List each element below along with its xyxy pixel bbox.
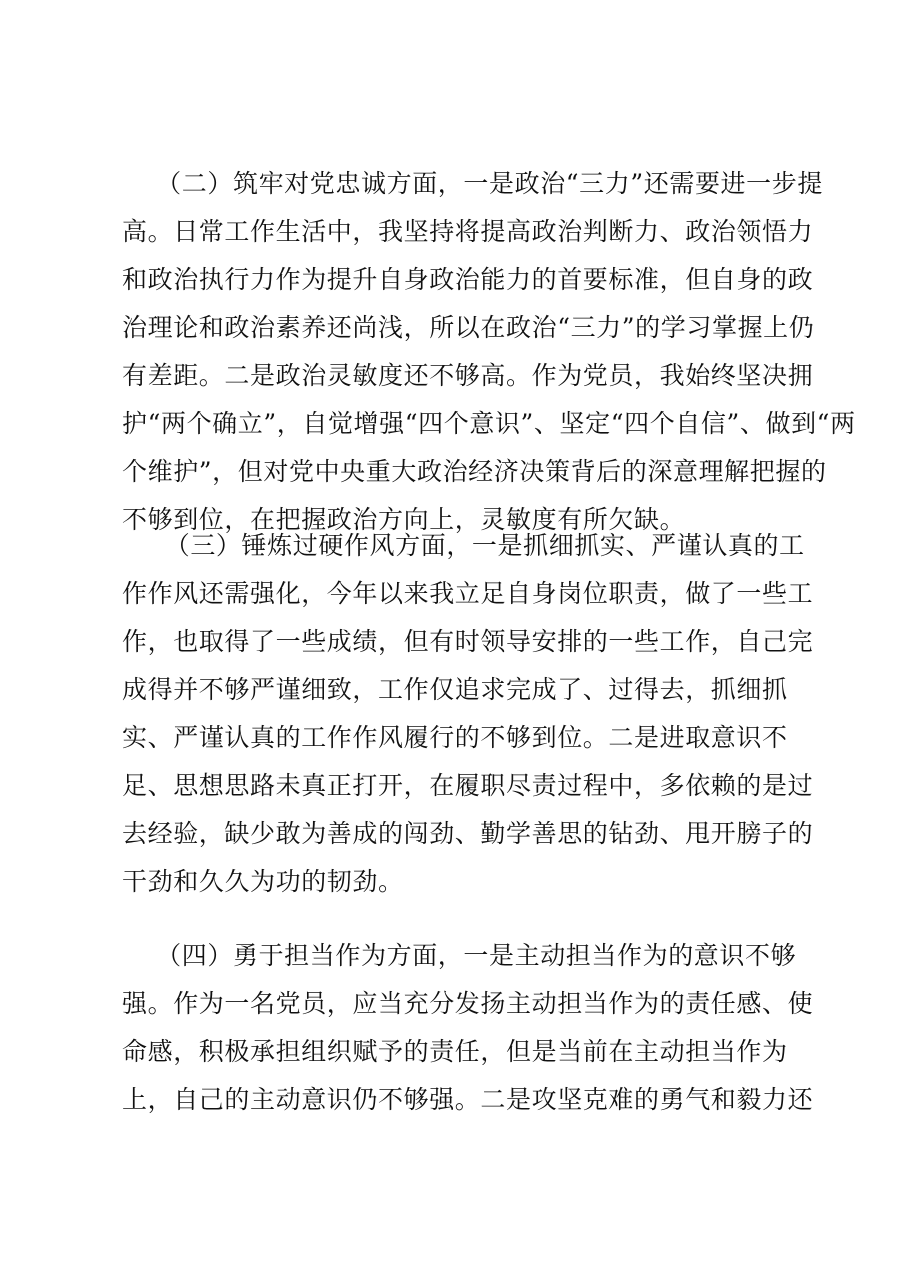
text-line: 去经验，缺少敢为善成的闯劲、勤学善思的钻劲、甩开膀子的 [122,819,814,848]
text-line: 治理论和政治素养还尚浅，所以在政治“三力”的学习掌握上仍 [122,313,815,342]
text-line: 命感，积极承担组织赋予的责任，但是当前在主动担当作为 [122,1037,788,1066]
text-line: （四）勇于担当作为方面，一是主动担当作为的意识不够 [122,941,797,970]
paragraph-section-3 [122,522,814,906]
text-line: 足、思想思路未真正打开，在履职尽责过程中，多依赖的是过 [122,771,814,800]
text-line: 高。日常工作生活中，我坚持将提高政治判断力、政治领悟力 [122,217,814,246]
text-line: 个维护”，但对党中央重大政治经济决策背后的深意理解把握的 [122,457,827,486]
text-line: 护“两个确立”，自觉增强“四个意识”、坚定“四个自信”、做到“两 [122,409,856,438]
text-line: 不够到位，在把握政治方向上，灵敏度有所欠缺。 [122,505,686,534]
text-line: （二）筑牢对党忠诚方面，一是政治“三力”还需要进一步提 [122,169,823,198]
text-line: （三）锤炼过硬作风方面，一是抓细抓实、严谨认真的工 [122,531,805,560]
text-line: 成得并不够严谨细致，工作仅追求完成了、过得去，抓细抓 [122,675,788,704]
text-line: 干劲和久久为功的韧劲。 [122,867,404,896]
text-line: 有差距。二是政治灵敏度还不够高。作为党员，我始终坚决拥 [122,361,814,390]
text-line: 作作风还需强化，今年以来我立足自身岗位职责，做了一些工 [122,579,814,608]
text-line: 实、严谨认真的工作作风履行的不够到位。二是进取意识不 [122,723,788,752]
text-line: 作，也取得了一些成绩，但有时领导安排的一些工作，自己完 [122,627,814,656]
text-line: 上，自己的主动意识仍不够强。二是攻坚克难的勇气和毅力还 [122,1085,814,1114]
text-line: 和政治执行力作为提升自身政治能力的首要标准，但自身的政 [122,265,814,294]
paragraph-section-4 [122,932,814,1124]
text-line: 强。作为一名党员，应当充分发扬主动担当作为的责任感、使 [122,989,814,1018]
paragraph-section-2 [122,160,856,544]
